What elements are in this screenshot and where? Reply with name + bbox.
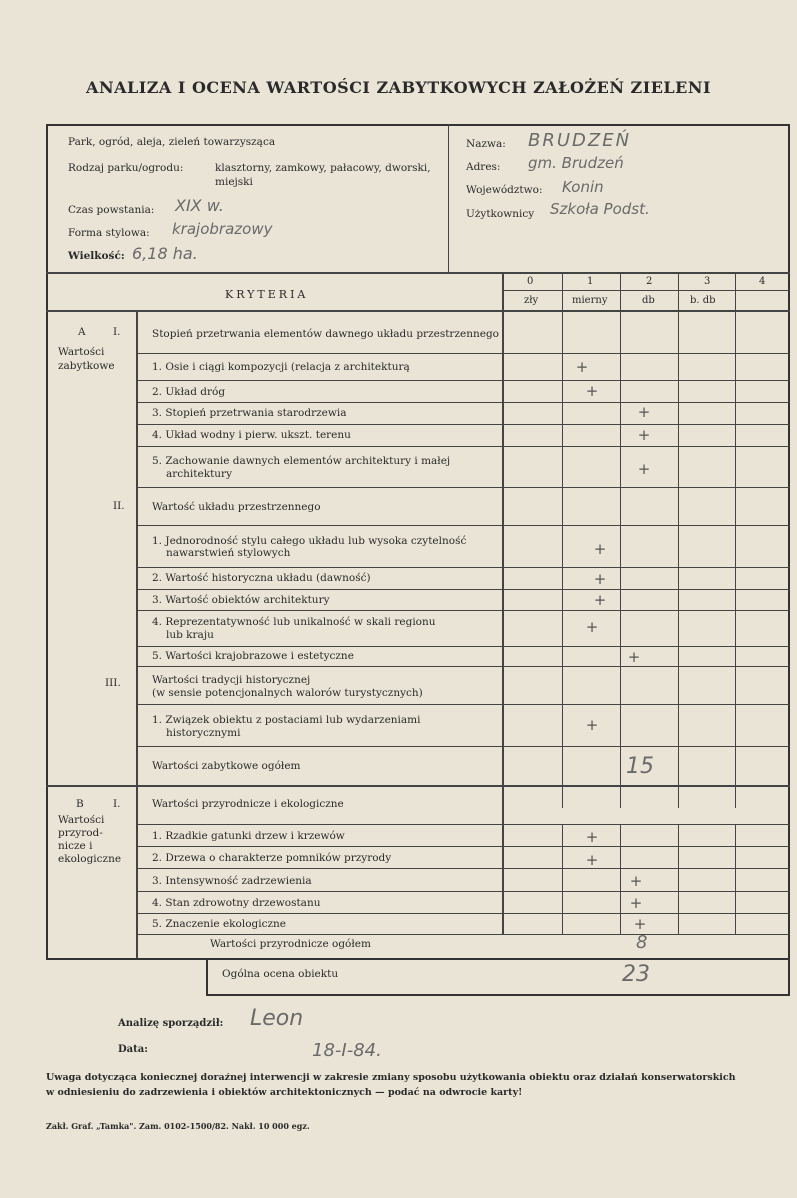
row-line bbox=[136, 402, 790, 403]
section-b-roman: I. bbox=[113, 798, 121, 810]
score-0: 0 bbox=[527, 276, 534, 287]
mark-b-4: + bbox=[629, 894, 643, 912]
forma-value: krajobrazowy bbox=[172, 220, 273, 238]
czas-label: Czas powstania: bbox=[68, 204, 155, 216]
criterion-a1-1: 1. Osie i ciągi kompozycji (relacja z architekturą bbox=[152, 361, 410, 373]
criterion-a3-1: 1. Związek obiektu z postaciami lub wydarzeniami bbox=[152, 714, 421, 726]
criterion-a1-3: 3. Stopień przetrwania starodrzewia bbox=[152, 407, 347, 419]
wielkosc-value: 6,18 ha. bbox=[132, 244, 198, 263]
section-a-name-1: Wartości bbox=[58, 346, 105, 358]
criterion-b-1: 1. Rzadkie gatunki drzew i krzewów bbox=[152, 830, 345, 842]
score-2: 2 bbox=[646, 276, 653, 287]
adres-label: Adres: bbox=[466, 161, 501, 173]
section-b-name-1: Wartości bbox=[58, 814, 105, 826]
group-b-title: Wartości przyrodnicze i ekologiczne bbox=[152, 798, 344, 810]
mark-b-5: + bbox=[633, 915, 647, 933]
criterion-b-2: 2. Drzewa o charakterze pomników przyrody bbox=[152, 852, 392, 864]
section-a-total-label: Wartości zabytkowe ogółem bbox=[152, 760, 301, 772]
b-col-line-0 bbox=[502, 808, 504, 934]
rodzaj-options-2: miejski bbox=[215, 176, 253, 188]
date-value: 18-I-84. bbox=[312, 1040, 382, 1061]
row-line bbox=[136, 380, 790, 381]
section-b-total-label: Wartości przyrodnicze ogółem bbox=[210, 938, 371, 950]
analyzed-value: Leon bbox=[250, 1006, 304, 1031]
row-line bbox=[136, 353, 790, 354]
mark-a2-4: + bbox=[585, 618, 599, 636]
overall-label: Ogólna ocena obiektu bbox=[222, 968, 339, 980]
row-line bbox=[136, 846, 790, 847]
criterion-a2-4: 4. Reprezentatywność lub unikalność w skali regionu bbox=[152, 616, 436, 628]
row-line bbox=[136, 868, 790, 869]
row-line bbox=[136, 891, 790, 892]
group2-title: Wartość układu przestrzennego bbox=[152, 501, 321, 513]
mark-a1-2: + bbox=[585, 382, 599, 400]
mark-a2-5: + bbox=[627, 648, 641, 666]
row-line bbox=[136, 666, 790, 667]
group3-title-1: Wartości tradycji historycznej bbox=[152, 674, 311, 686]
date-label: Data: bbox=[118, 1044, 148, 1055]
nazwa-value: BRUDZEŃ bbox=[528, 130, 632, 151]
overall-value: 23 bbox=[622, 962, 650, 987]
wielkosc-label: Wielkość: bbox=[68, 250, 125, 262]
analyzed-label: Analizę sporządził: bbox=[118, 1018, 224, 1029]
section-a-roman: I. bbox=[113, 326, 121, 338]
mark-a2-1: + bbox=[593, 540, 607, 558]
mark-a2-2: + bbox=[593, 570, 607, 588]
section-a-total-value: 15 bbox=[626, 754, 654, 779]
section-a-roman-3: III. bbox=[105, 677, 121, 689]
row-line bbox=[136, 610, 790, 611]
section-b-name-4: ekologiczne bbox=[58, 853, 122, 865]
forma-label: Forma stylowa: bbox=[68, 227, 150, 239]
wojewodztwo-label: Województwo: bbox=[466, 184, 543, 196]
score-name-0: zły bbox=[524, 295, 539, 306]
row-line bbox=[136, 567, 790, 568]
mark-a3-1: + bbox=[585, 716, 599, 734]
row-line bbox=[136, 934, 790, 935]
row-line bbox=[136, 746, 790, 747]
criterion-a2-3: 3. Wartość obiektów architektury bbox=[152, 594, 330, 606]
note-line-1: Uwaga dotycząca koniecznej doraźnej interwencji w zakresie zmiany sposobu użytkowania obiektu oraz działań konserwatorskich bbox=[46, 1072, 736, 1083]
criterion-a2-2: 2. Wartość historyczna układu (dawność) bbox=[152, 572, 371, 584]
mark-b-2: + bbox=[585, 851, 599, 869]
object-type-line: Park, ogród, aleja, zieleń towarzysząca bbox=[68, 136, 276, 148]
section-a-name-2: zabytkowe bbox=[58, 360, 115, 372]
uzytkownicy-value: Szkoła Podst. bbox=[550, 200, 650, 218]
mark-a1-1: + bbox=[575, 358, 589, 376]
row-line bbox=[136, 589, 790, 590]
section-a-bottom bbox=[46, 785, 790, 787]
criterion-a2-1: 1. Jednorodność stylu całego układu lub wysoka czytelność bbox=[152, 535, 467, 547]
section-b-code: B bbox=[76, 798, 84, 810]
criterion-b-4: 4. Stan zdrowotny drzewostanu bbox=[152, 897, 321, 909]
header-split bbox=[448, 124, 449, 272]
criterion-a1-5: 5. Zachowanie dawnych elementów architektury i małej bbox=[152, 455, 451, 467]
b-col-line-3 bbox=[678, 824, 679, 934]
page-title: ANALIZA I OCENA WARTOŚCI ZABYTKOWYCH ZAŁOŻEŃ ZIELENI bbox=[86, 78, 711, 97]
row-line bbox=[136, 824, 790, 825]
adres-value: gm. Brudzeń bbox=[528, 154, 624, 172]
score-name-1: mierny bbox=[572, 295, 608, 306]
mark-a1-3: + bbox=[637, 403, 651, 421]
mark-a1-4: + bbox=[637, 426, 651, 444]
score-1: 1 bbox=[587, 276, 594, 287]
criterion-a1-5b: architektury bbox=[166, 468, 233, 480]
print-info: Zakł. Graf. „Tamka". Zam. 0102-1500/82. Nakł. 10 000 egz. bbox=[46, 1121, 310, 1131]
score-4: 4 bbox=[759, 276, 766, 287]
criteria-label: KRYTERIA bbox=[225, 288, 309, 301]
section-b-name-2: przyrod- bbox=[58, 827, 103, 839]
note-line-2: w odniesieniu do zadrzewienia i obiektów architektonicznych — podać na odwrocie karty! bbox=[46, 1087, 523, 1098]
criterion-a2-4b: lub kraju bbox=[166, 629, 214, 641]
b-col-line-4 bbox=[735, 824, 736, 934]
criterion-a2-5: 5. Wartości krajobrazowe i estetyczne bbox=[152, 650, 354, 662]
mark-b-3: + bbox=[629, 872, 643, 890]
section-a-roman-2: II. bbox=[113, 500, 125, 512]
score-name-2: db bbox=[642, 295, 655, 306]
row-line bbox=[136, 525, 790, 526]
score-name-3: b. db bbox=[690, 295, 716, 306]
section-a-code: A bbox=[78, 326, 86, 338]
row-line bbox=[136, 424, 790, 425]
score-3: 3 bbox=[704, 276, 711, 287]
row-line bbox=[136, 487, 790, 488]
row-line bbox=[136, 913, 790, 914]
group3-title-2: (w sensie potencjonalnych walorów turystycznych) bbox=[152, 687, 423, 699]
rodzaj-label: Rodzaj parku/ogrodu: bbox=[68, 162, 184, 174]
mark-b-1: + bbox=[585, 828, 599, 846]
score-header-divider bbox=[502, 290, 790, 291]
criterion-a1-4: 4. Układ wodny i pierw. ukszt. terenu bbox=[152, 429, 351, 441]
nazwa-label: Nazwa: bbox=[466, 138, 506, 150]
uzytkownicy-label: Użytkownicy bbox=[466, 208, 535, 220]
czas-value: XIX w. bbox=[175, 196, 224, 215]
criterion-a1-2: 2. Układ dróg bbox=[152, 386, 226, 398]
wojewodztwo-value: Konin bbox=[562, 178, 604, 196]
section-b-name-3: nicze i bbox=[58, 840, 93, 852]
criterion-b-5: 5. Znaczenie ekologiczne bbox=[152, 918, 287, 930]
criterion-a2-1b: nawarstwień stylowych bbox=[166, 547, 291, 559]
row-line bbox=[136, 646, 790, 647]
group1-title: Stopień przetrwania elementów dawnego układu przestrzennego bbox=[152, 328, 499, 340]
row-line bbox=[136, 704, 790, 705]
left-column-split bbox=[136, 310, 138, 958]
mark-a2-3: + bbox=[593, 591, 607, 609]
criterion-a3-1b: historycznymi bbox=[166, 727, 241, 739]
row-line bbox=[136, 446, 790, 447]
mark-a1-5: + bbox=[637, 460, 651, 478]
section-b-total-value: 8 bbox=[636, 932, 648, 953]
criterion-b-3: 3. Intensywność zadrzewienia bbox=[152, 875, 312, 887]
rodzaj-options: klasztorny, zamkowy, pałacowy, dworski, bbox=[215, 162, 431, 174]
